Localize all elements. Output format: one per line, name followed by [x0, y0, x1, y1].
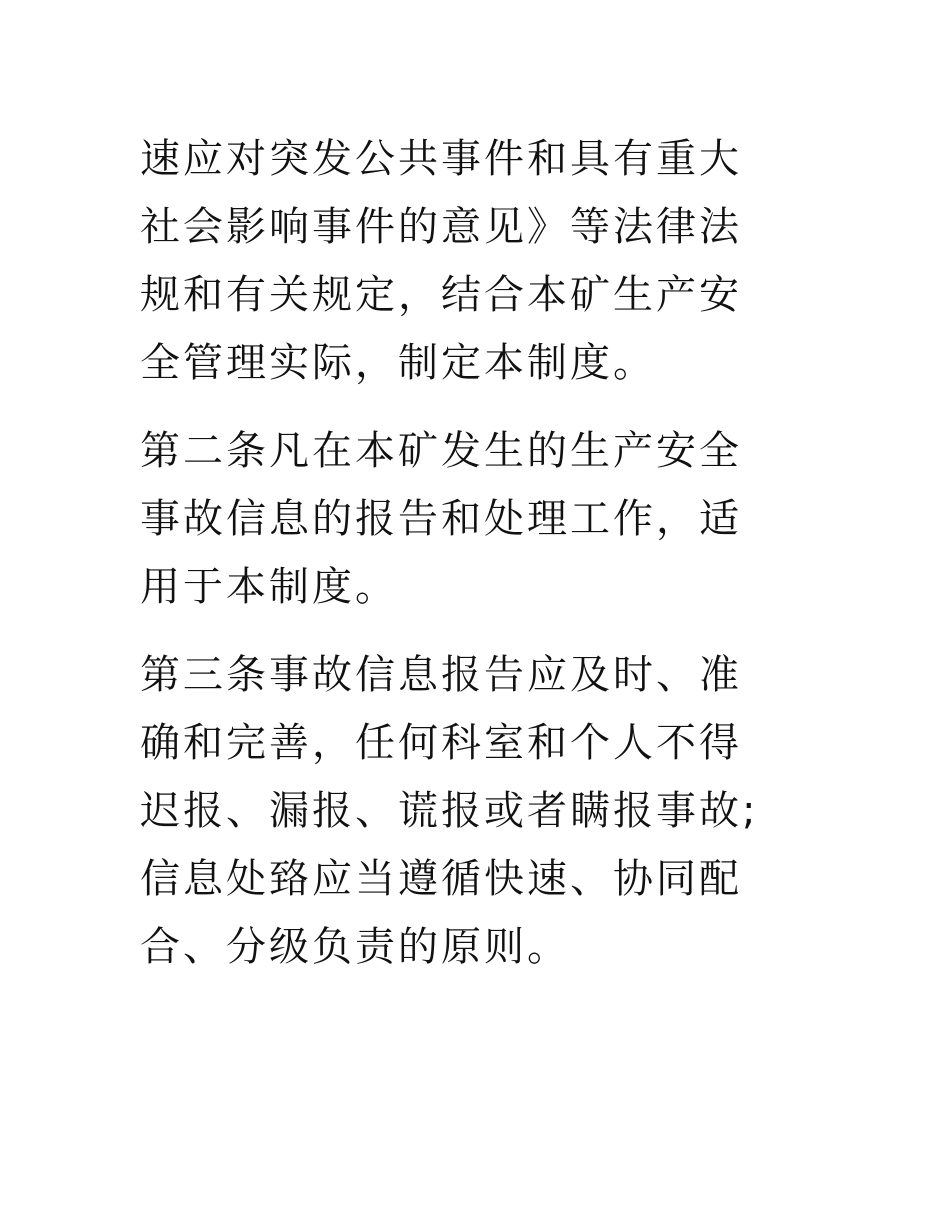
text-line: 事故信息的报告和处理工作，适 — [140, 496, 742, 542]
paragraph-3-article-3 — [140, 641, 800, 981]
paragraph-2-article-2 — [140, 417, 800, 621]
text-line: 全管理实际，制定本制度。 — [140, 340, 656, 386]
text-line: 第三条事故信息报告应及时、准 — [140, 652, 742, 698]
paragraph-1 — [140, 125, 800, 397]
text-line: 信息处臵应当遵循快速、协同配 — [140, 856, 742, 902]
text-line: 确和完善，任何科室和个人不得 — [140, 720, 742, 766]
document-body — [140, 125, 800, 981]
text-line: 迟报、漏报、谎报或者瞒报事故; — [140, 788, 759, 834]
text-line: 规和有关规定，结合本矿生产安 — [140, 272, 742, 318]
text-line: 合、分级负责的原则。 — [140, 924, 570, 970]
text-line: 社会影响事件的意见》等法律法 — [140, 204, 742, 250]
text-line: 用于本制度。 — [140, 564, 398, 610]
text-line: 速应对突发公共事件和具有重大 — [140, 136, 742, 182]
text-line: 第二条凡在本矿发生的生产安全 — [140, 428, 742, 474]
